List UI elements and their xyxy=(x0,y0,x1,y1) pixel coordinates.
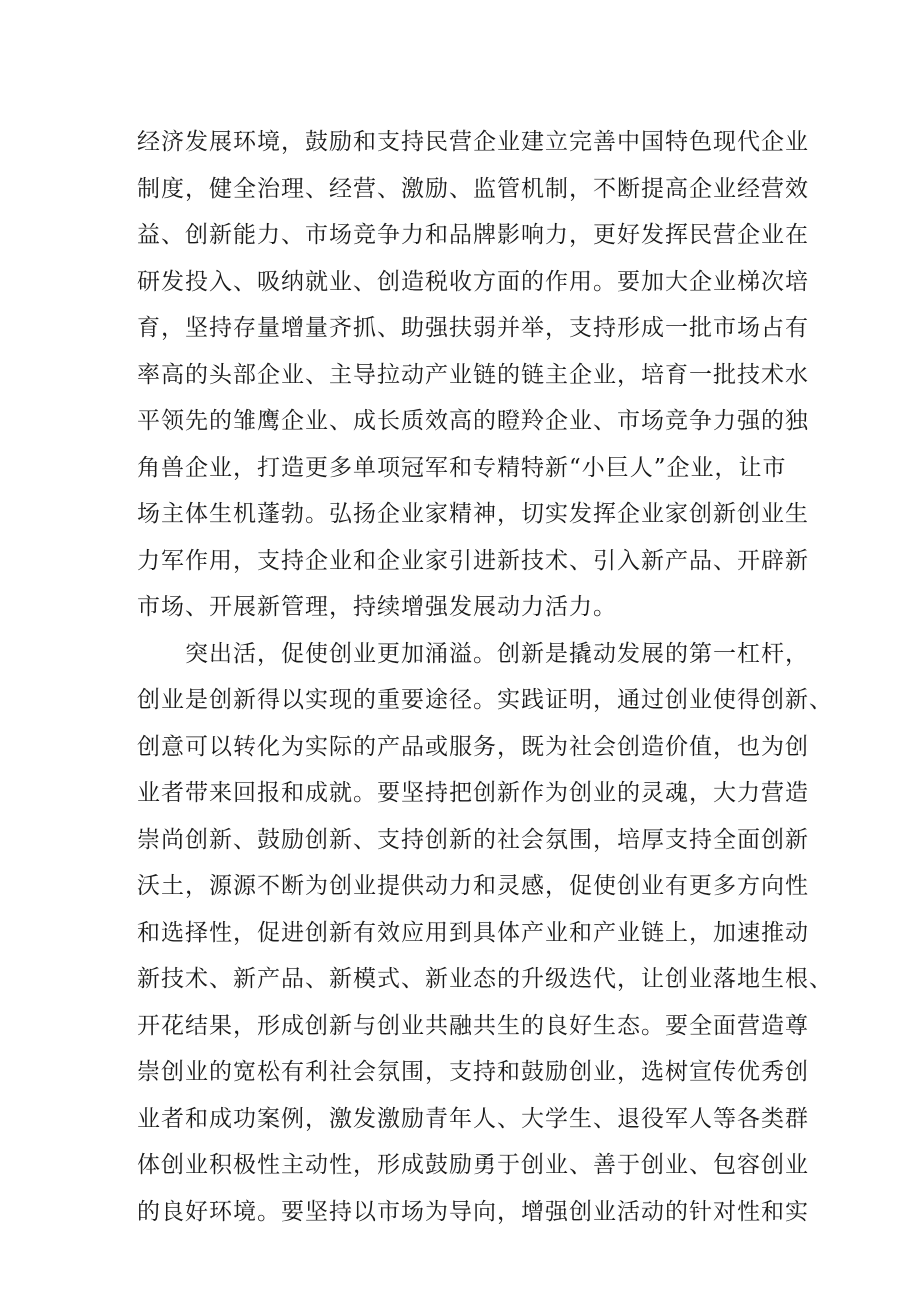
text-line: 崇尚创新、鼓励创新、支持创新的社会氛围，培厚支持全面创新 xyxy=(137,826,809,853)
text-line: 制度，健全治理、经营、激励、监管机制，不断提高企业经营效 xyxy=(137,175,809,202)
text-line: 经济发展环境，鼓励和支持民营企业建立完善中国特色现代企业 xyxy=(137,129,809,155)
paragraph-start-line: 突出活，促使创业更加涌溢。创新是撬动发展的第一杠杆， xyxy=(185,640,809,667)
text-line: 业者和成功案例，激发激励青年人、大学生、退役军人等各类群 xyxy=(137,1105,809,1132)
text-line: 和选择性，促进创新有效应用到具体产业和产业链上，加速推动 xyxy=(137,919,809,946)
text-line: 的良好环境。要坚持以市场为导向，增强创业活动的针对性和实 xyxy=(137,1198,809,1225)
body-text xyxy=(137,119,833,1235)
text-line: 新技术、新产品、新模式、新业态的升级迭代，让创业落地生根、 xyxy=(137,966,833,992)
text-line: 创业是创新得以实现的重要途径。实践证明，通过创业使得创新、 xyxy=(137,687,833,713)
text-line: 创意可以转化为实际的产品或服务，既为社会创造价值，也为创 xyxy=(137,733,809,760)
text-line: 育，坚持存量增量齐抓、助强扶弱并举，支持形成一批市场占有 xyxy=(137,315,809,341)
text-line: 平领先的雏鹰企业、成长质效高的瞪羚企业、市场竞争力强的独 xyxy=(137,408,809,434)
text-line: 力军作用，支持企业和企业家引进新技术、引入新产品、开辟新 xyxy=(137,547,809,574)
text-line: 开花结果，形成创新与创业共融共生的良好生态。要全面营造尊 xyxy=(137,1012,809,1039)
text-line: 市场、开展新管理，持续增强发展动力活力。 xyxy=(137,594,617,620)
text-line: 场主体生机蓬勃。弘扬企业家精神，切实发挥企业家创新创业生 xyxy=(137,501,809,527)
text-line: 率高的头部企业、主导拉动产业链的链主企业，培育一批技术水 xyxy=(137,361,809,388)
text-line: 研发投入、吸纳就业、创造税收方面的作用。要加大企业梯次培 xyxy=(137,268,809,295)
text-line: 崇创业的宽松有利社会氛围，支持和鼓励创业，选树宣传优秀创 xyxy=(137,1059,809,1085)
text-line: 业者带来回报和成就。要坚持把创新作为创业的灵魂，大力营造 xyxy=(137,780,809,806)
text-line: 益、创新能力、市场竞争力和品牌影响力，更好发挥民营企业在 xyxy=(137,222,809,248)
text-line: 角兽企业，打造更多单项冠军和专精特新“小巨人”企业，让市 xyxy=(137,454,787,481)
text-line: 体创业积极性主动性，形成鼓励勇于创业、善于创业、包容创业 xyxy=(137,1152,809,1178)
text-line: 沃土，源源不断为创业提供动力和灵感，促使创业有更多方向性 xyxy=(137,873,809,899)
